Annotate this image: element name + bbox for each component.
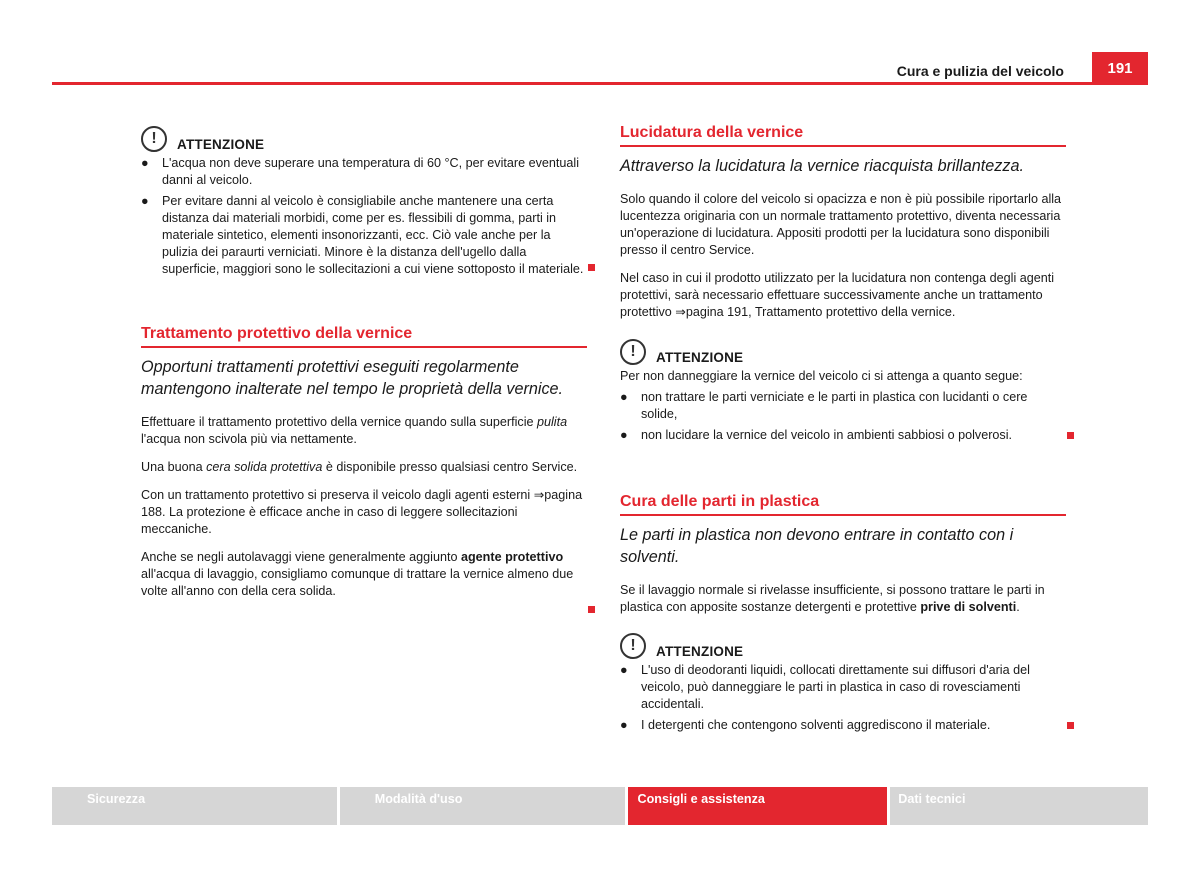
section-paint-protection bbox=[141, 325, 587, 600]
end-of-section-marker bbox=[1067, 432, 1074, 439]
warning-title: ATTENZIONE bbox=[656, 350, 744, 365]
section-body bbox=[141, 414, 587, 600]
header-rule bbox=[52, 82, 1148, 85]
paragraph: Se il lavaggio normale si rivelasse insufficiente, si possono trattare le parti in plastica con apposite sostanze detergenti e protettive prive di solventi. bbox=[620, 583, 1045, 614]
warning-body bbox=[620, 662, 1066, 734]
warning-title: ATTENZIONE bbox=[177, 137, 265, 152]
footer-tab-sicurezza[interactable]: Sicurezza bbox=[52, 787, 337, 825]
section-polishing bbox=[620, 124, 1066, 321]
bullet-icon: ● bbox=[620, 428, 628, 442]
list-item: ● non trattare le parti verniciate e le parti in plastica con lucidanti o cere solide, bbox=[620, 390, 1028, 421]
section-intro: Opportuni trattamenti protettivi eseguiti regolarmente mantengono inalterate nel tempo le proprietà della vernice. bbox=[141, 358, 564, 398]
section-title: Cura delle parti in plastica bbox=[620, 493, 1066, 516]
paragraph: Solo quando il colore del veicolo si opacizza e non è più possibile riportarlo alla lucentezza originaria con un normale trattamento protettivo, diventa necessaria un'operazione di lucidatura. Appositi prodotti per la lucidatura sono disponibili presso il centro Service. bbox=[620, 192, 1062, 257]
footer-tab-modalita-uso[interactable]: Modalità d'uso bbox=[340, 787, 625, 825]
warning-icon: ! bbox=[620, 633, 646, 659]
list-item: ● I detergenti che contengono solventi aggrediscono il materiale. bbox=[620, 718, 991, 732]
section-intro: Le parti in plastica non devono entrare in contatto con i solventi. bbox=[620, 526, 1014, 566]
section-plastic-care bbox=[620, 493, 1066, 616]
footer-nav bbox=[52, 787, 1148, 825]
warning-title: ATTENZIONE bbox=[656, 644, 744, 659]
bullet-icon: ● bbox=[620, 718, 628, 732]
paragraph: Anche se negli autolavaggi viene generalmente aggiunto agente protettivo all'acqua di lavaggio, consigliamo comunque di trattare la vernice almeno due volte all'anno con della cera solida. bbox=[141, 550, 574, 598]
warning-body bbox=[141, 155, 587, 278]
section-intro: Attraverso la lucidatura la vernice riacquista brillantezza. bbox=[620, 157, 1024, 175]
warning-lead: Per non danneggiare la vernice del veicolo ci si attenga a quanto segue: bbox=[620, 369, 1023, 383]
list-item: ● Per evitare danni al veicolo è consigliabile anche mantenere una certa distanza dai materiali morbidi, come per es. flessibili di gomma, parti in materiale sintetico, elementi insonorizzanti, ecc. Ciò vale anche per la pulizia dei paraurti verniciati. Minore è la distanza dell'ugello dalla superficie, maggiori sono le sollecitazioni a cui viene sottoposto il materiale. bbox=[141, 194, 584, 276]
footer-tab-consigli-assistenza[interactable]: Consigli e assistenza bbox=[628, 787, 888, 825]
end-of-section-marker bbox=[588, 606, 595, 613]
section-title: Lucidatura della vernice bbox=[620, 124, 1066, 147]
end-of-section-marker bbox=[588, 264, 595, 271]
section-body bbox=[620, 582, 1066, 616]
warning-box-polishing bbox=[620, 337, 1066, 444]
warning-body bbox=[620, 368, 1066, 444]
warning-header bbox=[620, 337, 1066, 365]
warning-icon: ! bbox=[620, 339, 646, 365]
bullet-icon: ● bbox=[141, 156, 149, 170]
warning-box-plastic bbox=[620, 631, 1066, 734]
section-title: Trattamento protettivo della vernice bbox=[141, 325, 587, 348]
list-item: ● L'uso di deodoranti liquidi, collocati direttamente sui diffusori d'aria del veicolo, può danneggiare le parti in plastica in caso di rovesciamenti accidentali. bbox=[620, 663, 1030, 711]
warning-box-water bbox=[141, 124, 587, 278]
end-of-section-marker bbox=[1067, 722, 1074, 729]
warning-icon: ! bbox=[141, 126, 167, 152]
section-body bbox=[620, 191, 1066, 321]
footer-tab-dati-tecnici[interactable]: Dati tecnici bbox=[890, 787, 1148, 825]
paragraph: Una buona cera solida protettiva è disponibile presso qualsiasi centro Service. bbox=[141, 460, 578, 474]
warning-header bbox=[141, 124, 587, 152]
list-item: ● L'acqua non deve superare una temperatura di 60 °C, per evitare eventuali danni al veicolo. bbox=[141, 156, 580, 187]
list-item: ● non lucidare la vernice del veicolo in ambienti sabbiosi o polverosi. bbox=[620, 428, 1013, 442]
bullet-icon: ● bbox=[141, 194, 149, 208]
header-title: Cura e pulizia del veicolo bbox=[896, 63, 1064, 79]
bullet-icon: ● bbox=[620, 663, 628, 677]
warning-header bbox=[620, 631, 1066, 659]
paragraph: Con un trattamento protettivo si preserva il veicolo dagli agenti esterni ⇒pagina 188. La protezione è efficace anche in caso di leggere sollecitazioni meccaniche. bbox=[141, 488, 583, 536]
paragraph: Nel caso in cui il prodotto utilizzato per la lucidatura non contenga degli agenti protettivi, sarà necessario effettuare successivamente anche un trattamento protettivo ⇒pagina 191, Trattamento protettivo della vernice. bbox=[620, 271, 1055, 319]
page-number: 191 bbox=[1092, 52, 1148, 85]
bullet-icon: ● bbox=[620, 390, 628, 404]
paragraph: Effettuare il trattamento protettivo della vernice quando sulla superficie pulita l'acqua non scivola più via nettamente. bbox=[141, 415, 568, 446]
